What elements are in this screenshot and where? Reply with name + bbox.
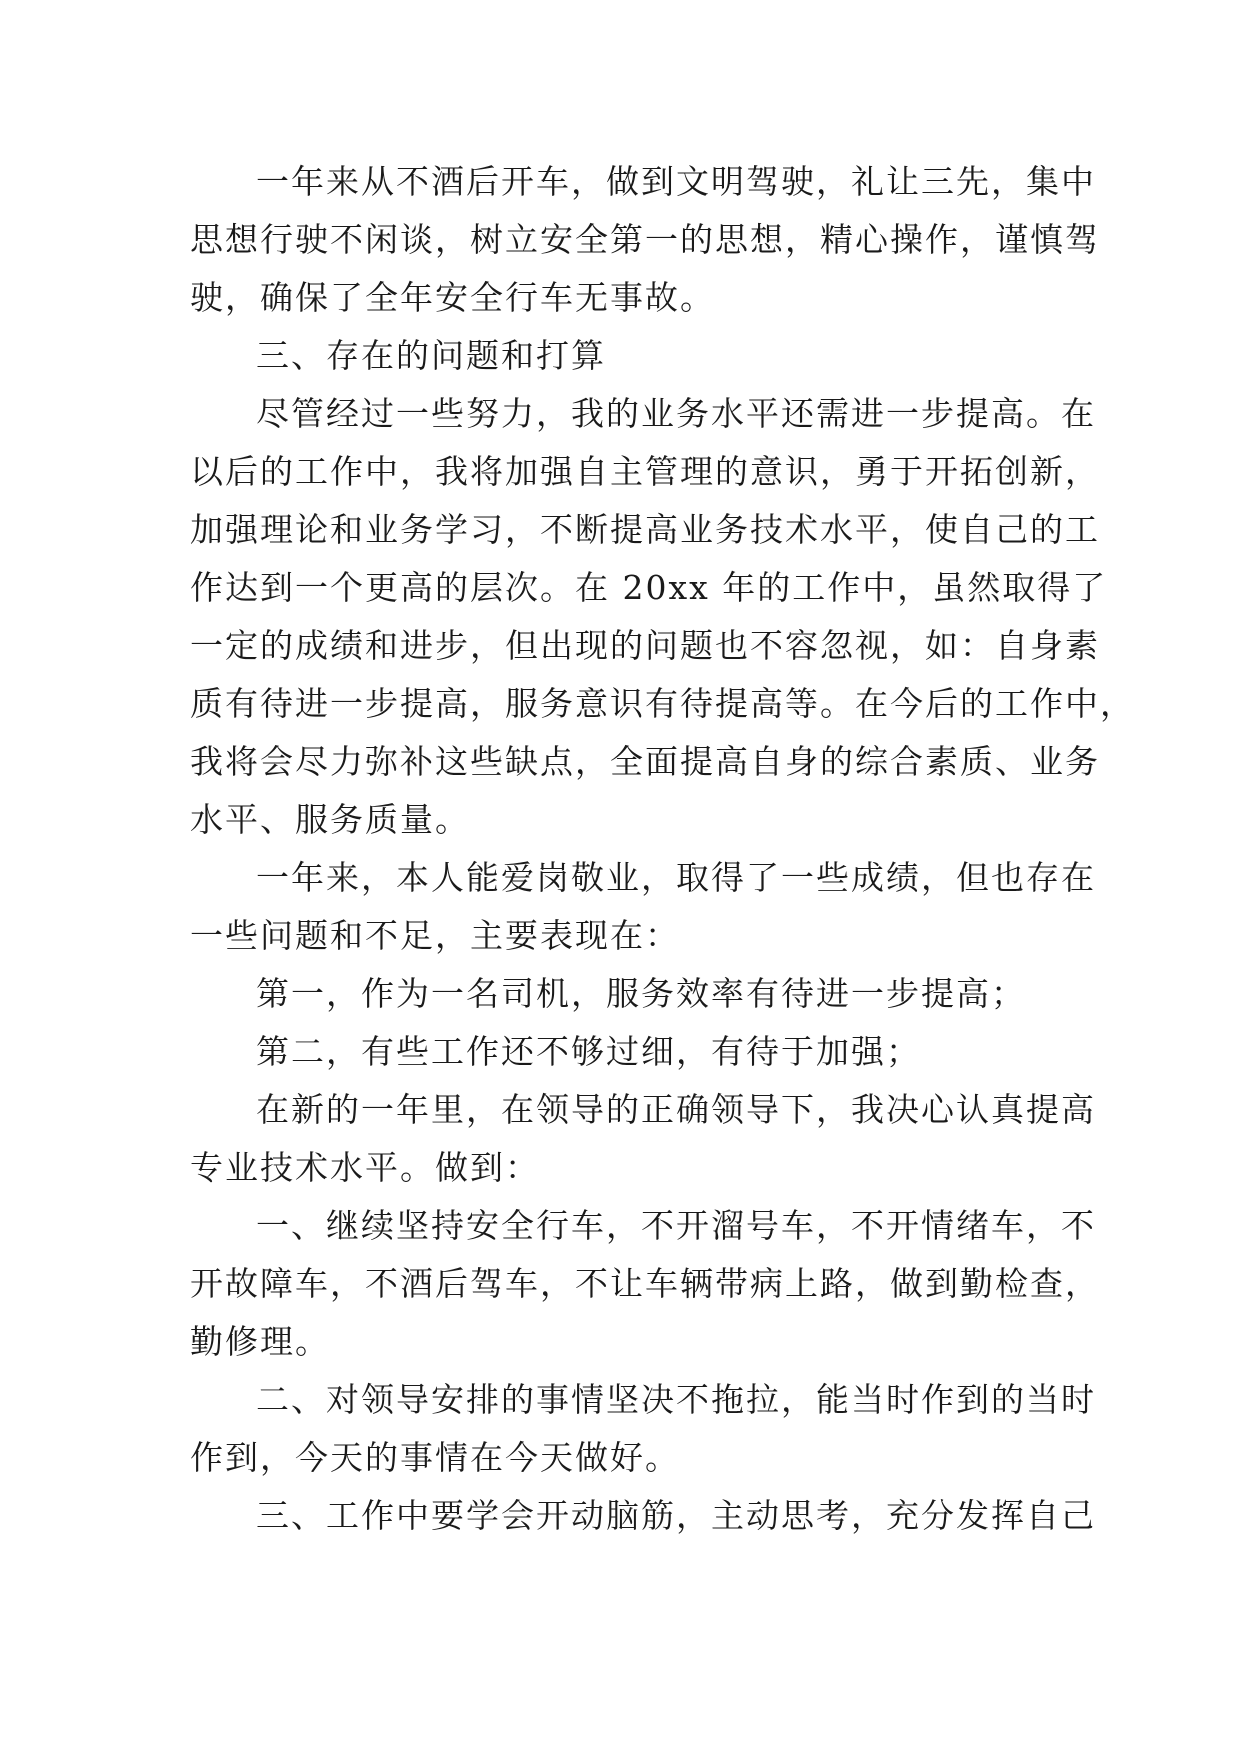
paragraph-line: 我将会尽力弥补这些缺点，全面提高自身的综合素质、业务 (190, 742, 1100, 781)
paragraph-line: 在新的一年里，在领导的正确领导下，我决心认真提高 (256, 1090, 1096, 1129)
paragraph-line: 尽管经过一些努力，我的业务水平还需进一步提高。在 (256, 394, 1096, 433)
paragraph-line: 驶，确保了全年安全行车无事故。 (190, 278, 715, 317)
paragraph-line: 一年来从不酒后开车，做到文明驾驶，礼让三先，集中 (256, 162, 1096, 201)
paragraph-line: 专业技术水平。做到： (190, 1148, 540, 1187)
paragraph-line: 二、对领导安排的事情坚决不拖拉，能当时作到的当时 (256, 1380, 1096, 1419)
paragraph-line: 作到，今天的事情在今天做好。 (190, 1438, 680, 1477)
section-heading: 三、存在的问题和打算 (256, 336, 606, 375)
paragraph-line: 水平、服务质量。 (190, 800, 470, 839)
paragraph-line: 一年来，本人能爱岗敬业，取得了一些成绩，但也存在 (256, 858, 1096, 897)
paragraph-line: 作达到一个更高的层次。在 20xx 年的工作中，虽然取得了 (190, 568, 1108, 607)
paragraph-line: 一些问题和不足，主要表现在： (190, 916, 680, 955)
paragraph-line: 一定的成绩和进步，但出现的问题也不容忽视，如：自身素 (190, 626, 1100, 665)
paragraph-line: 开故障车，不酒后驾车，不让车辆带病上路，做到勤检查， (190, 1264, 1100, 1303)
paragraph-line: 以后的工作中，我将加强自主管理的意识，勇于开拓创新， (190, 452, 1100, 491)
list-item: 第一，作为一名司机，服务效率有待进一步提高； (256, 974, 1026, 1013)
paragraph-line: 思想行驶不闲谈，树立安全第一的思想，精心操作，谨慎驾 (190, 220, 1100, 259)
paragraph-line: 质有待进一步提高，服务意识有待提高等。在今后的工作中， (190, 684, 1135, 723)
paragraph-line: 一、继续坚持安全行车，不开溜号车，不开情绪车，不 (256, 1206, 1096, 1245)
paragraph-line: 勤修理。 (190, 1322, 330, 1361)
paragraph-line: 加强理论和业务学习，不断提高业务技术水平，使自己的工 (190, 510, 1100, 549)
list-item: 第二，有些工作还不够过细，有待于加强； (256, 1032, 921, 1071)
paragraph-line: 三、工作中要学会开动脑筋，主动思考，充分发挥自己 (256, 1496, 1096, 1535)
